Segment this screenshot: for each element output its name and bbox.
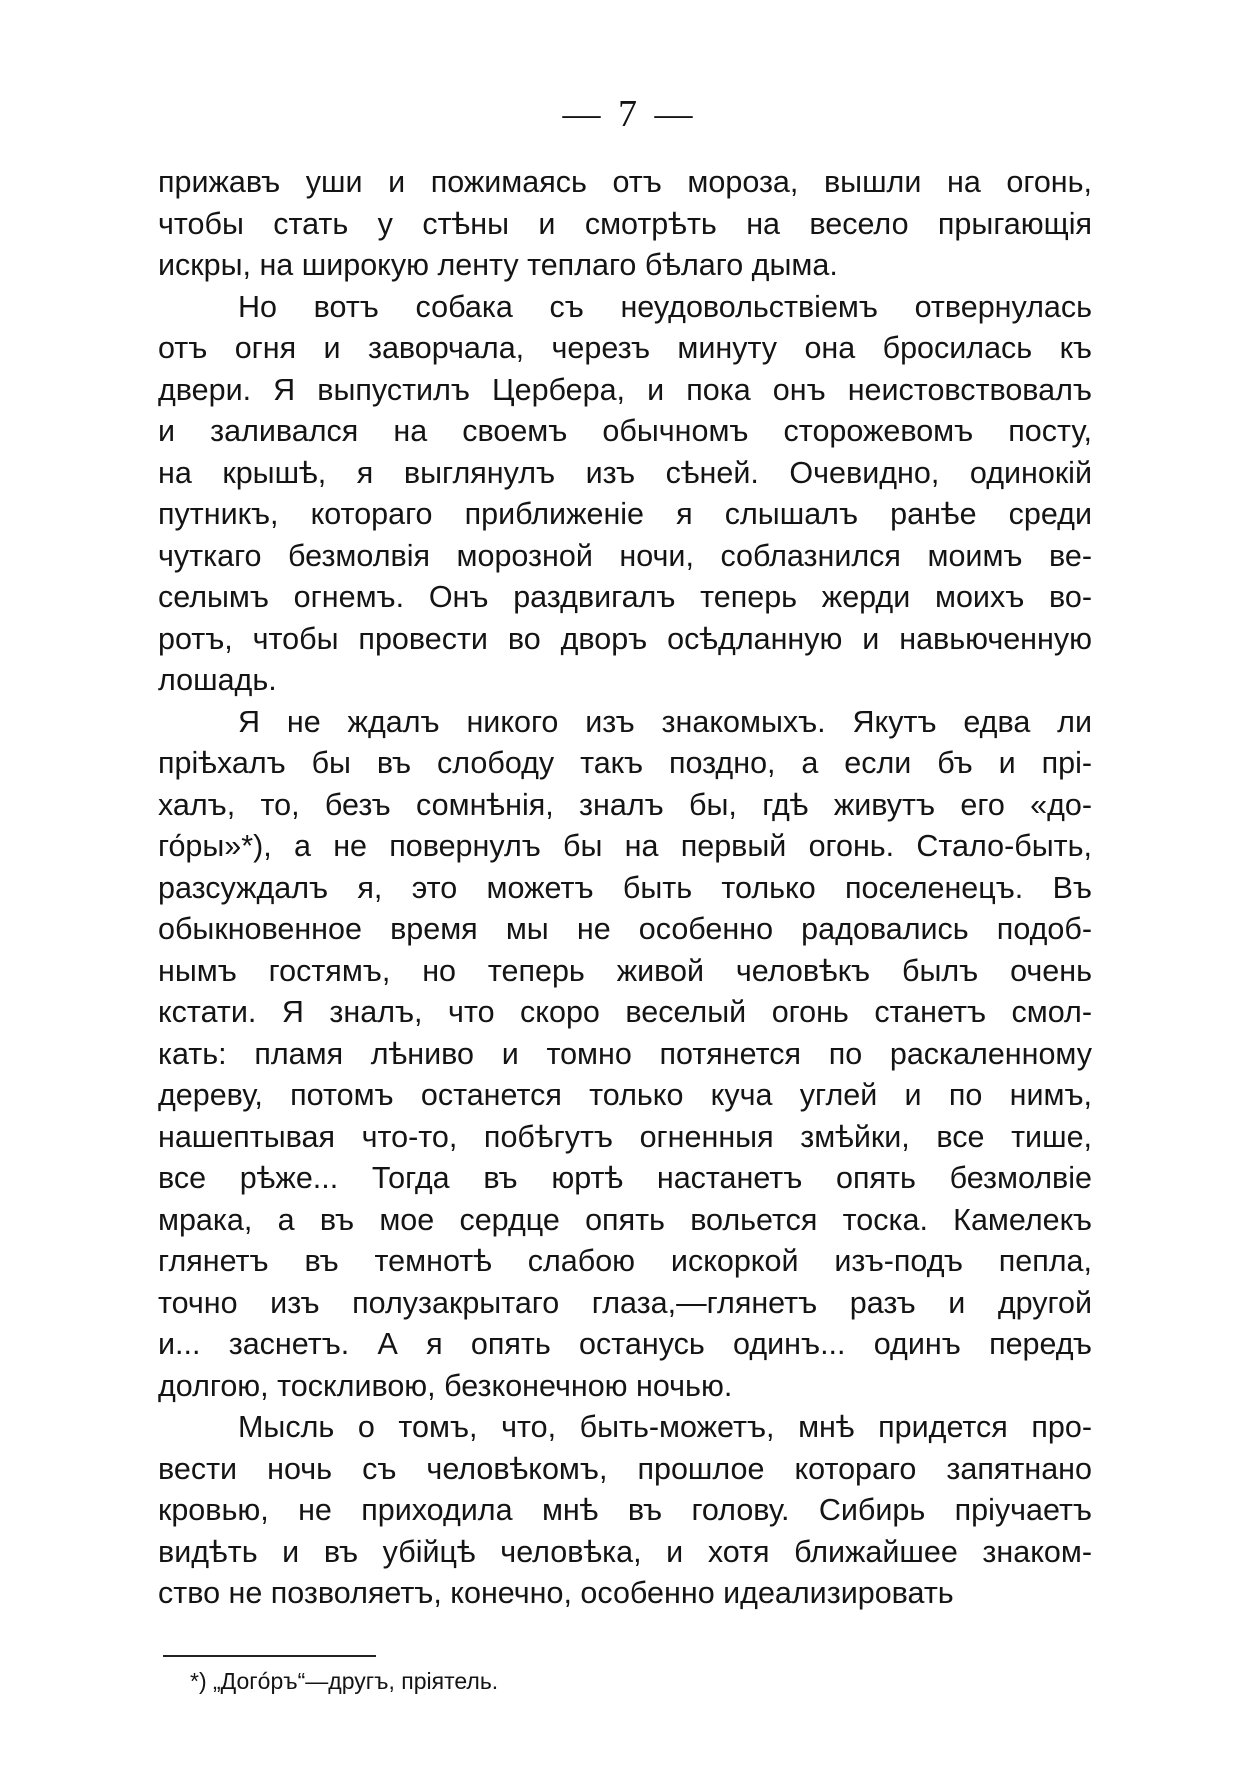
text-line: обыкновенное время мы не особенно радовались подоб-	[158, 912, 1092, 946]
text-line: Но вотъ собака съ неудовольствіемъ отвернулась	[238, 289, 1092, 324]
text-line: на крышѣ, я выглянулъ изъ сѣней. Очевидно, одинокій	[158, 455, 1092, 490]
text-line: дереву, потомъ останется только куча углей и по нимъ,	[158, 1078, 1092, 1112]
text-line: лошадь.	[158, 663, 277, 697]
text-line: кровью, не приходила мнѣ въ голову. Сибирь пріучаетъ	[158, 1493, 1092, 1527]
paragraph	[158, 1407, 1092, 1615]
footnote: *) „Догóръ“—другъ, пріятель.	[190, 1668, 499, 1694]
text-line: и... заснетъ. А я опять останусь одинъ... одинъ передъ	[158, 1327, 1092, 1361]
footnote-divider	[163, 1655, 376, 1657]
body-text	[158, 162, 1092, 1615]
page-number: — 7 —	[562, 93, 697, 135]
text-line: видѣть и въ убійцѣ человѣка, и хотя ближайшее знаком-	[158, 1534, 1092, 1569]
text-line: долгою, тоскливою, безконечною ночью.	[158, 1368, 733, 1403]
text-line: нымъ гостямъ, но теперь живой человѣкъ былъ очень	[158, 953, 1092, 988]
text-line: чтобы стать у стѣны и смотрѣть на весело прыгающія	[158, 206, 1092, 241]
paragraph	[158, 702, 1092, 1408]
text-line: кать: пламя лѣниво и томно потянется по раскаленному	[158, 1036, 1092, 1071]
text-line: отъ огня и заворчала, черезъ минуту она бросилась къ	[158, 331, 1092, 365]
text-line: Я не ждалъ никого изъ знакомыхъ. Якутъ едва ли	[238, 704, 1092, 739]
text-line: кстати. Я зналъ, что скоро веселый огонь станетъ смол-	[158, 995, 1092, 1029]
text-line: прижавъ уши и пожимаясь отъ мороза, вышли на огонь,	[158, 165, 1092, 199]
text-line: Мысль о томъ, что, быть-можетъ, мнѣ придется про-	[238, 1410, 1092, 1444]
text-line: го́ры»*), а не повернулъ бы на первый огонь. Стало-быть,	[158, 829, 1092, 863]
text-line: путникъ, котораго приближеніе я слышалъ ранѣе среди	[158, 497, 1092, 531]
text-line: пріѣхалъ бы въ слободу такъ поздно, а если бъ и прі-	[158, 746, 1092, 780]
text-line: ротъ, чтобы провести во дворъ осѣдланную и навьюченную	[158, 621, 1092, 656]
text-line: халъ, то, безъ сомнѣнія, зналъ бы, гдѣ живутъ его «до-	[158, 787, 1092, 822]
text-line: и заливался на своемъ обычномъ сторожевомъ посту,	[158, 414, 1092, 448]
text-line: глянетъ въ темнотѣ слабою искоркой изъ-подъ пепла,	[158, 1244, 1092, 1278]
text-line: селымъ огнемъ. Онъ раздвигалъ теперь жерди моихъ во-	[158, 580, 1092, 614]
text-line: ство не позволяетъ, конечно, особенно идеализировать	[158, 1576, 954, 1610]
text-line: все рѣже... Тогда въ юртѣ настанетъ опять безмолвіе	[158, 1161, 1092, 1195]
text-line: искры, на широкую ленту теплаго бѣлаго дыма.	[158, 248, 838, 282]
text-line: нашептывая что-то, побѣгутъ огненныя змѣйки, все тише,	[158, 1119, 1092, 1154]
text-line: разсуждалъ я, это можетъ быть только поселенецъ. Въ	[158, 870, 1092, 905]
paragraph	[158, 287, 1092, 702]
text-line: вести ночь съ человѣкомъ, прошлое котораго запятнано	[158, 1451, 1092, 1486]
text-line: двери. Я выпустилъ Цербера, и пока онъ неистовствовалъ	[158, 372, 1092, 407]
text-line: точно изъ полузакрытаго глаза,—глянетъ разъ и другой	[158, 1285, 1092, 1320]
text-line: чуткаго безмолвія морозной ночи, соблазнился моимъ ве-	[158, 538, 1092, 573]
paragraph	[158, 162, 1092, 287]
text-line: мрака, а въ мое сердце опять вольется тоска. Камелекъ	[158, 1202, 1092, 1237]
